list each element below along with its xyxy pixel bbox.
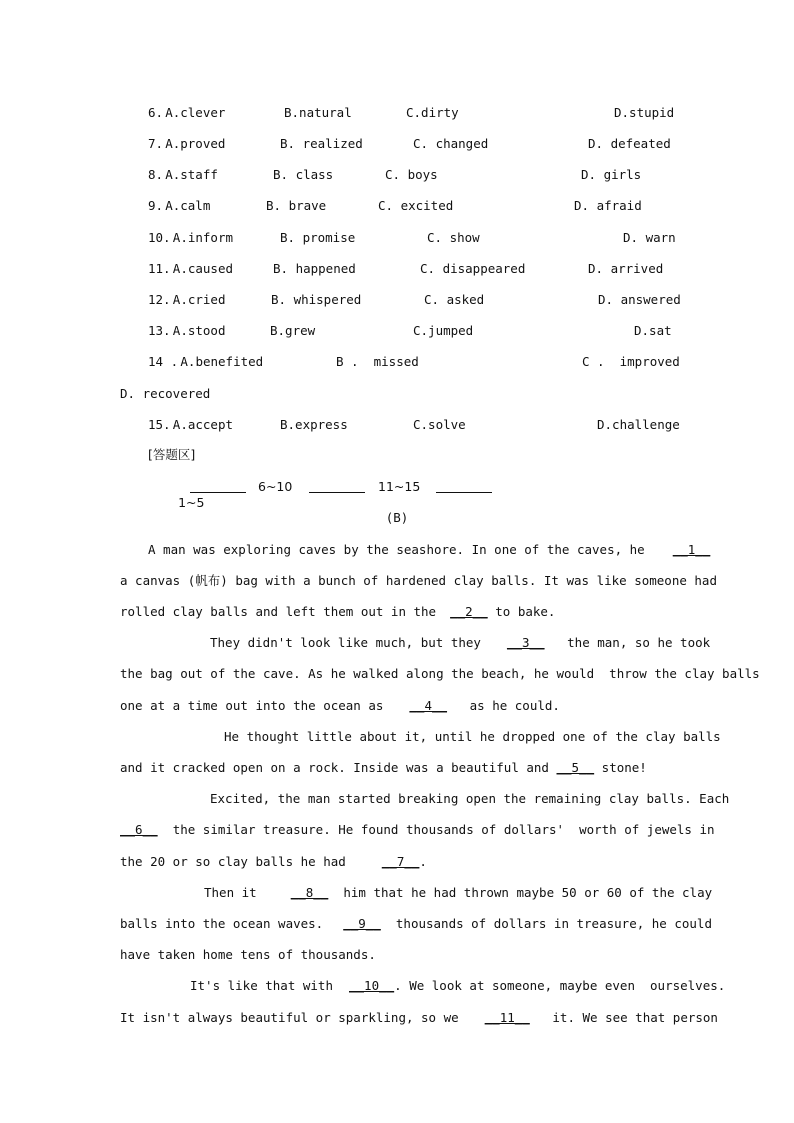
blank-gap[interactable]: __2__	[450, 604, 488, 619]
answer-blank-1[interactable]	[190, 480, 246, 493]
option-d: D.sat	[634, 323, 672, 338]
passage-line: __6__ the similar treasure. He found thousands of dollars' worth of jewels in	[120, 822, 715, 837]
option-c: C.jumped	[413, 323, 474, 338]
answer-blank-3[interactable]	[436, 480, 492, 493]
blank-gap[interactable]: __10__	[349, 978, 395, 993]
question-number: 13.	[148, 323, 171, 338]
blank-gap[interactable]: __3__	[506, 635, 545, 650]
answer-blank-2[interactable]	[309, 480, 365, 493]
passage-line: the bag out of the cave. As he walked along the beach, he would throw the clay balls	[120, 666, 760, 681]
blank-gap[interactable]: __11__	[484, 1010, 530, 1025]
question-number: 6.	[148, 105, 164, 120]
option-b: B. brave	[266, 198, 327, 213]
blank-gap[interactable]: __9__	[343, 916, 381, 931]
option-d: D.challenge	[597, 417, 680, 432]
blank-gap[interactable]: __4__	[409, 698, 448, 713]
option-d: D.stupid	[614, 105, 675, 120]
passage-line: It's like that with __10__. We look at someone, maybe even ourselves.	[190, 978, 726, 993]
passage-line: a canvas (帆布) bag with a bunch of hardened clay balls. It was like someone had	[120, 573, 717, 588]
option-d: D. afraid	[574, 198, 642, 213]
answer-range-3: 11~15	[378, 479, 421, 494]
option-b: B. happened	[273, 261, 356, 276]
question-number: 9.	[148, 198, 164, 213]
question-number: 12.	[148, 292, 171, 307]
blank-gap[interactable]: __1__	[672, 542, 711, 557]
option-a: A.benefited	[180, 354, 264, 369]
option-d: D. recovered	[120, 386, 211, 401]
question-number: 7.	[148, 136, 164, 151]
option-c: C . improved	[582, 354, 680, 369]
passage-line: It isn't always beautiful or sparkling, so we __11__ it. We see that person	[120, 1010, 718, 1025]
passage-line: They didn't look like much, but they __3__ the man, so he took	[210, 635, 711, 650]
option-a: A.stood	[172, 323, 226, 338]
answer-range-1: 1~5	[178, 495, 205, 510]
option-a: A.clever	[165, 105, 226, 120]
option-c: C.solve	[413, 417, 466, 432]
option-c: C. asked	[424, 292, 485, 307]
option-b: B . missed	[336, 354, 419, 369]
option-b: B.express	[280, 417, 348, 432]
passage-line: He thought little about it, until he dropped one of the clay balls	[224, 729, 721, 744]
passage-line: one at a time out into the ocean as __4__ as he could.	[120, 698, 560, 713]
passage-line: and it cracked open on a rock. Inside was a beautiful and __5__ stone!	[120, 760, 647, 775]
option-d: D. warn	[623, 230, 676, 245]
option-d: D. girls	[581, 167, 642, 182]
option-a: A.caused	[172, 261, 234, 276]
option-c: C. disappeared	[420, 261, 526, 276]
option-c: C.dirty	[406, 105, 459, 120]
option-c: C. excited	[378, 198, 454, 213]
option-a: A.calm	[165, 198, 211, 213]
blank-gap[interactable]: __7__	[381, 854, 420, 869]
option-b: B. class	[273, 167, 334, 182]
section-b-heading: (B)	[385, 510, 409, 525]
passage-line: Excited, the man started breaking open the remaining clay balls. Each	[210, 791, 730, 806]
question-number: 15.	[148, 417, 171, 432]
question-number: 10.	[148, 230, 171, 245]
option-c: C. boys	[385, 167, 438, 182]
option-b: B. promise	[280, 230, 356, 245]
question-number: 8.	[148, 167, 164, 182]
option-a: A.cried	[172, 292, 226, 307]
option-c: C. changed	[413, 136, 489, 151]
option-a: A.accept	[172, 417, 234, 432]
question-number: 11.	[148, 261, 171, 276]
blank-gap[interactable]: __8__	[290, 885, 329, 900]
answer-range-2: 6~10	[258, 479, 293, 494]
passage-line: rolled clay balls and left them out in the __2__ to bake.	[120, 604, 556, 619]
option-b: B. realized	[280, 136, 363, 151]
blank-gap[interactable]: __6__	[120, 822, 158, 837]
question-number: 14 .	[148, 354, 179, 369]
option-c: C. show	[427, 230, 480, 245]
passage-line: have taken home tens of thousands.	[120, 947, 376, 962]
option-a: A.staff	[165, 167, 218, 182]
option-d: D. arrived	[588, 261, 664, 276]
option-b: B.natural	[284, 105, 352, 120]
blank-gap[interactable]: __5__	[556, 760, 595, 775]
option-b: B. whispered	[271, 292, 362, 307]
answer-area-label: [答题区]	[148, 447, 196, 462]
passage-line: the 20 or so clay balls he had __7__.	[120, 854, 427, 869]
option-d: D. defeated	[588, 136, 671, 151]
option-a: A.proved	[165, 136, 226, 151]
option-b: B.grew	[270, 323, 316, 338]
option-d: D. answered	[598, 292, 681, 307]
passage-line: Then it __8__ him that he had thrown maybe 50 or 60 of the clay	[204, 885, 713, 900]
passage-line: A man was exploring caves by the seashore. In one of the caves, he __1__	[148, 542, 711, 557]
option-a: A.inform	[172, 230, 234, 245]
passage-line: balls into the ocean waves. __9__ thousands of dollars in treasure, he could	[120, 916, 712, 931]
